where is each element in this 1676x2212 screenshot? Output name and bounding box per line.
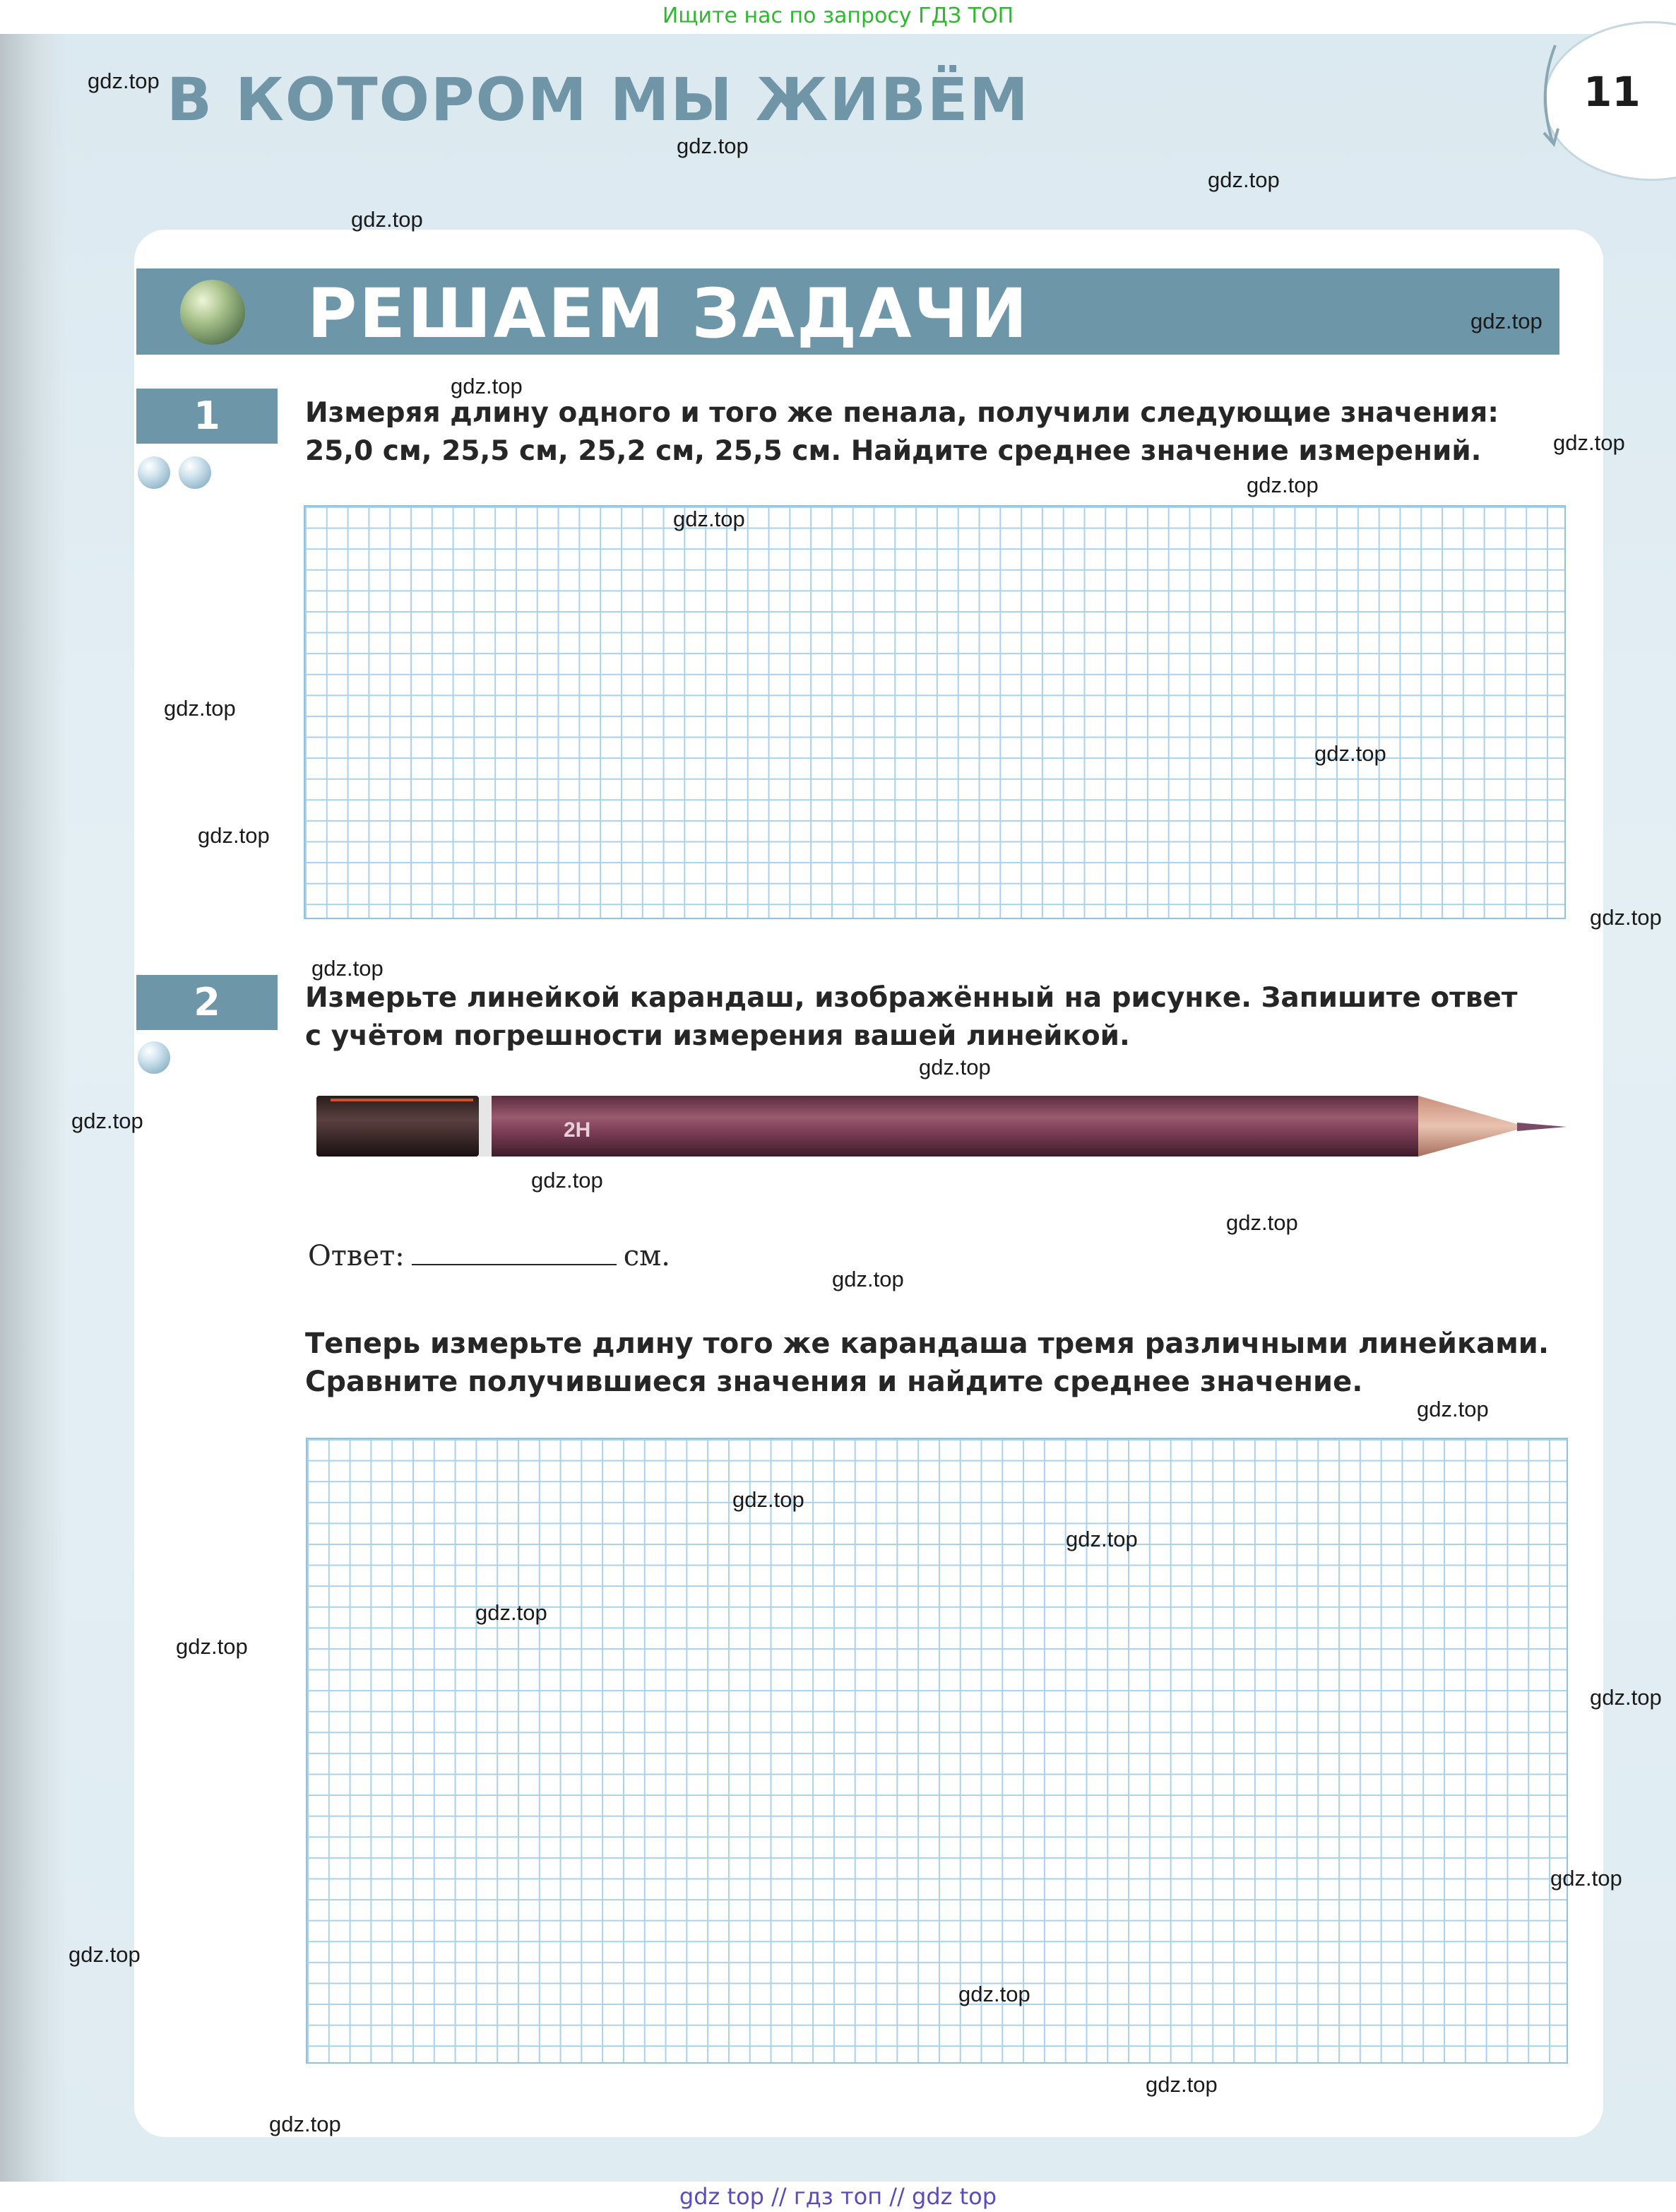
watermark-text: gdz.top (351, 207, 423, 232)
watermark-text: gdz.top (176, 1634, 248, 1659)
watermark-text: gdz.top (269, 2112, 341, 2136)
watermark-text: gdz.top (198, 823, 270, 848)
watermark-text: gdz.top (1247, 473, 1319, 497)
watermark-text: gdz.top (1590, 1685, 1662, 1710)
watermark-text: gdz.top (1417, 1397, 1489, 1421)
watermark-text: gdz.top (1066, 1527, 1138, 1551)
watermark-text: gdz.top (164, 696, 236, 721)
watermark-text: gdz.top (311, 956, 384, 981)
watermark-text: gdz.top (1470, 309, 1543, 333)
watermark-text: gdz.top (69, 1942, 141, 1967)
watermark-text: gdz.top (677, 134, 749, 158)
page-corner-arrow-icon (1534, 42, 1562, 148)
task-2-text-line-1: Измерьте линейкой карандаш, изображённый на рисунке. Запишите ответ (305, 982, 1518, 1014)
section-title: РЕШАЕМ ЗАДАЧИ (307, 274, 1030, 353)
task-2-followup-text (305, 1325, 1549, 1401)
watermark-text: gdz.top (451, 374, 523, 398)
answer-unit: см. (623, 1240, 670, 1272)
answer-row (308, 1240, 670, 1272)
watermark-text: gdz.top (958, 1982, 1030, 2006)
bottom-banner: gdz top // гдз топ // gdz top (0, 2182, 1676, 2212)
task-2-followup-line-1: Теперь измерьте длину того же карандаша тремя различными линейками. (305, 1327, 1550, 1360)
pencil-image (316, 1092, 1567, 1162)
pencil-label: 2H (564, 1118, 591, 1142)
task-2-answer-grid[interactable] (306, 1438, 1568, 2064)
watermark-text: gdz.top (732, 1487, 804, 1512)
task-1-number: 1 (136, 389, 278, 444)
task-1-text (305, 394, 1499, 471)
task-2-followup-line-2: Сравните получившиеся значения и найдите среднее значение. (305, 1366, 1363, 1398)
watermark-text: gdz.top (1553, 430, 1625, 455)
answer-input-line[interactable] (412, 1240, 617, 1265)
answer-label: Ответ: (308, 1240, 405, 1272)
watermark-text: gdz.top (71, 1108, 143, 1133)
page-number: 11 (1583, 68, 1641, 116)
task-1-text-line-2: 25,0 см, 25,5 см, 25,2 см, 25,5 см. Найдите среднее значение измерений. (305, 435, 1482, 467)
watermark-text: gdz.top (1314, 741, 1386, 766)
watermark-text: gdz.top (88, 69, 160, 93)
difficulty-ball-icon (138, 456, 170, 489)
top-banner: Ищите нас по запросу ГДЗ ТОП (662, 4, 1014, 28)
difficulty-ball-icon (138, 1041, 170, 1074)
task-2-text (305, 979, 1517, 1055)
chapter-header-title: В КОТОРОМ МЫ ЖИВЁМ (167, 65, 1030, 134)
watermark-text: gdz.top (1208, 167, 1280, 192)
task-2-text-line-2: с учётом погрешности измерения вашей линейкой. (305, 1020, 1130, 1052)
watermark-text: gdz.top (1550, 1866, 1622, 1891)
watermark-text: gdz.top (919, 1055, 991, 1080)
watermark-text: gdz.top (475, 1600, 547, 1625)
watermark-text: gdz.top (1590, 905, 1662, 930)
task-2-number: 2 (136, 975, 278, 1030)
section-ball-icon (180, 280, 245, 345)
watermark-text: gdz.top (1146, 2072, 1218, 2097)
task-1-answer-grid[interactable] (304, 505, 1566, 919)
watermark-text: gdz.top (1226, 1210, 1298, 1235)
difficulty-ball-icon (179, 456, 211, 489)
book-spine-shadow (0, 34, 67, 2182)
task-1-text-line-1: Измеряя длину одного и того же пенала, получили следующие значения: (305, 397, 1499, 429)
watermark-text: gdz.top (832, 1267, 904, 1291)
watermark-text: gdz.top (673, 507, 745, 531)
watermark-text: gdz.top (531, 1168, 603, 1193)
